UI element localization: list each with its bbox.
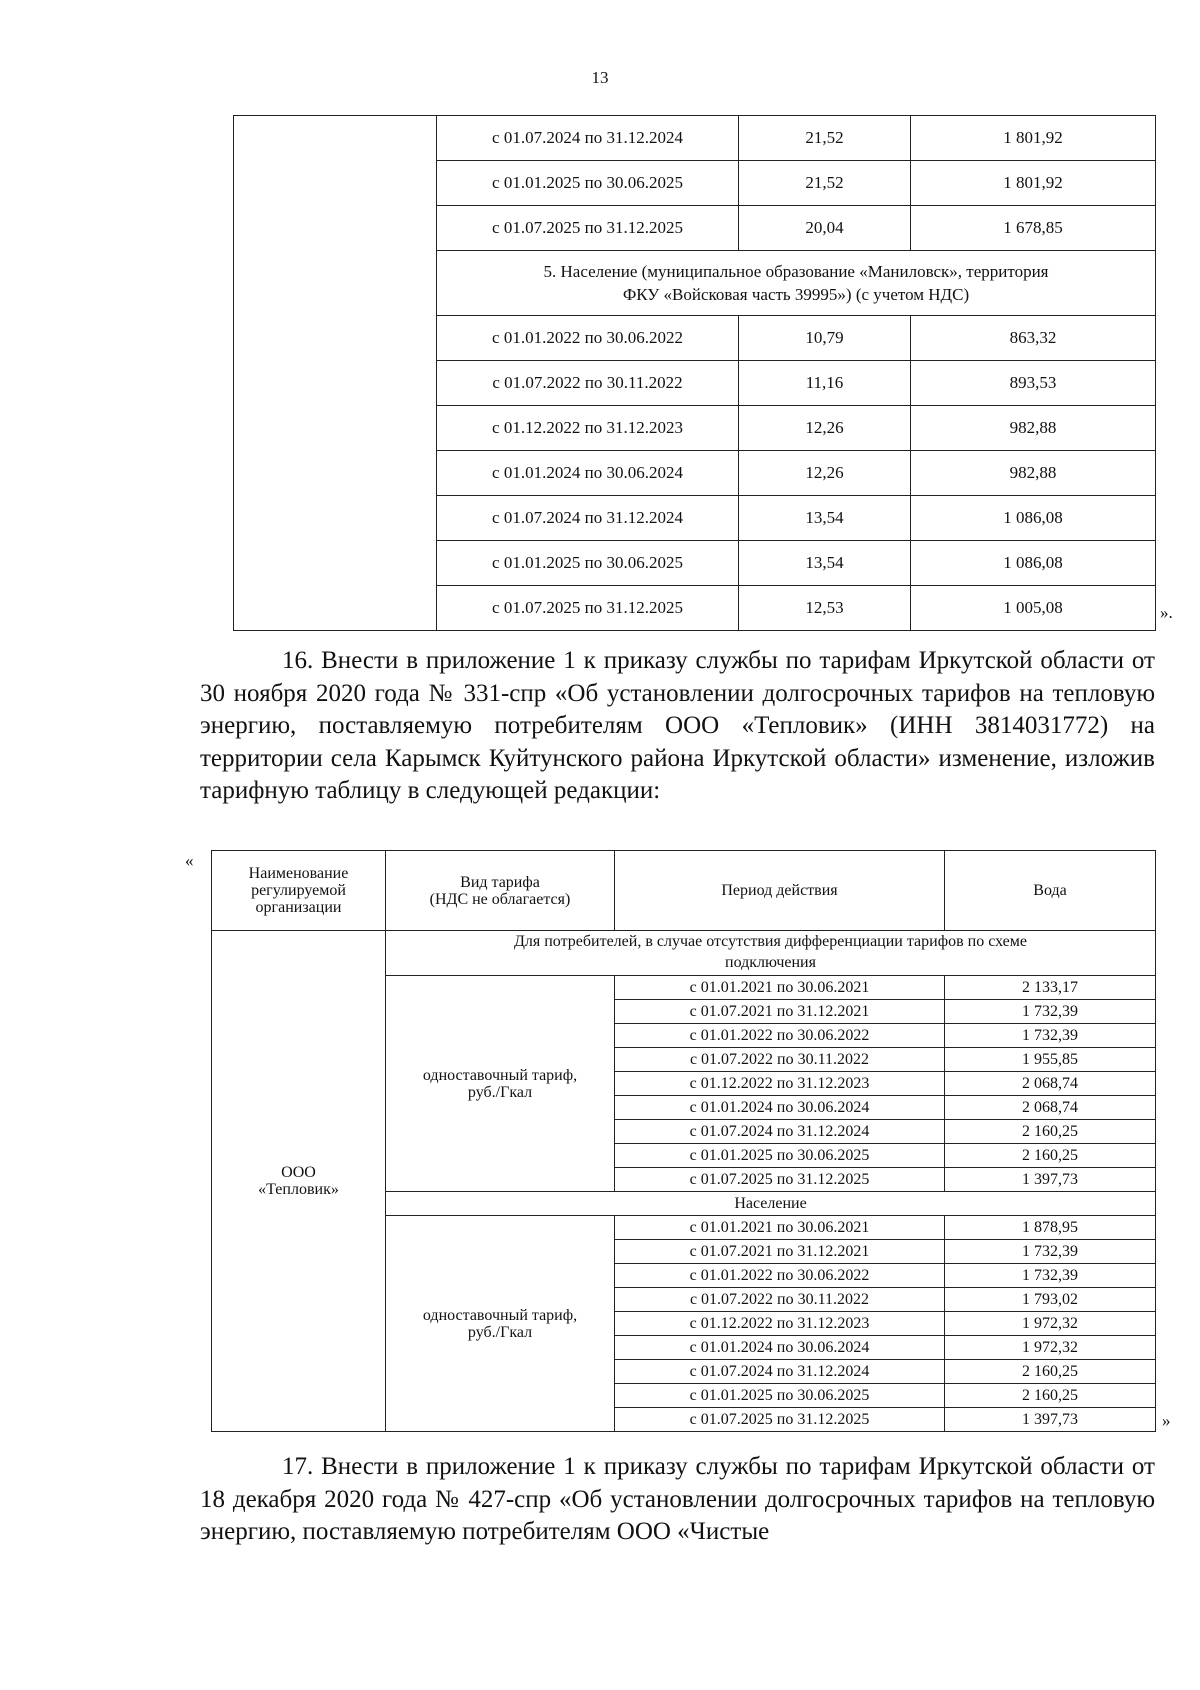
value-cell: 1 678,85 xyxy=(911,206,1156,251)
opening-quote: « xyxy=(185,851,194,870)
tariff-type-line: руб./Гкал xyxy=(467,1083,533,1101)
tariff-type-line: одноставочный тариф, xyxy=(422,1066,578,1084)
period-cell: с 01.07.2025 по 31.12.2025 xyxy=(437,206,739,251)
paragraph-16: 16. Внести в приложение 1 к приказу службы по тарифам Иркутской области от 30 ноября 2020 года № 331-спр «Об установлении долгосрочных тарифов на тепловую энергию, поставляемую потребителям ООО «Тепловик» (ИНН 3814031772) на территории села Карымск Куйтунского района Иркутской области» изменение, изложив тарифную таблицу в следующей редакции: xyxy=(200,647,1155,804)
value-cell: 1 955,85 xyxy=(945,1048,1156,1072)
section-heading-line: Для потребителей, в случае отсутствия дифференциации тарифов по схеме xyxy=(513,933,1028,950)
empty-org-cell xyxy=(234,116,437,631)
value-cell: 863,32 xyxy=(911,316,1156,361)
value-cell: 1 972,32 xyxy=(945,1312,1156,1336)
value-cell: 2 160,25 xyxy=(945,1360,1156,1384)
period-cell: с 01.01.2024 по 30.06.2024 xyxy=(437,451,739,496)
value-cell: 1 732,39 xyxy=(945,1240,1156,1264)
tariff-table-continuation xyxy=(233,115,1156,631)
section-heading-line: подключения xyxy=(725,954,816,971)
header-period: Период действия xyxy=(615,851,945,931)
table-header-row xyxy=(212,851,1156,931)
value-cell: 1 793,02 xyxy=(945,1288,1156,1312)
tariff-type-cell xyxy=(386,976,615,1192)
section-row xyxy=(212,931,1156,976)
header-tariff-type-line: Вид тарифа xyxy=(460,873,540,891)
value-cell: 1 397,73 xyxy=(945,1168,1156,1192)
value-cell: 1 086,08 xyxy=(911,541,1156,586)
value-cell: 12,26 xyxy=(739,451,911,496)
tariff-table-teplovik xyxy=(211,850,1156,1432)
period-cell: с 01.01.2025 по 30.06.2025 xyxy=(615,1144,945,1168)
value-cell: 1 397,73 xyxy=(945,1408,1156,1432)
period-cell: с 01.07.2022 по 30.11.2022 xyxy=(615,1048,945,1072)
period-cell: с 01.01.2022 по 30.06.2022 xyxy=(437,316,739,361)
section-heading xyxy=(386,931,1156,976)
header-tariff-type xyxy=(386,851,615,931)
period-cell: с 01.07.2024 по 31.12.2024 xyxy=(437,496,739,541)
value-cell: 1 878,95 xyxy=(945,1216,1156,1240)
org-name-line: «Тепловик» xyxy=(258,1181,339,1198)
period-cell: с 01.07.2025 по 31.12.2025 xyxy=(615,1168,945,1192)
org-name-line: ООО xyxy=(281,1164,316,1181)
value-cell: 21,52 xyxy=(739,161,911,206)
period-cell: с 01.12.2022 по 31.12.2023 xyxy=(615,1072,945,1096)
value-cell: 982,88 xyxy=(911,451,1156,496)
value-cell: 13,54 xyxy=(739,541,911,586)
value-cell: 12,26 xyxy=(739,406,911,451)
table-row xyxy=(234,116,1156,161)
value-cell: 2 160,25 xyxy=(945,1120,1156,1144)
period-cell: с 01.01.2024 по 30.06.2024 xyxy=(615,1336,945,1360)
value-cell: 2 160,25 xyxy=(945,1144,1156,1168)
value-cell: 1 732,39 xyxy=(945,1264,1156,1288)
period-cell: с 01.07.2024 по 31.12.2024 xyxy=(615,1360,945,1384)
org-name-cell xyxy=(212,931,386,1432)
period-cell: с 01.07.2021 по 31.12.2021 xyxy=(615,1000,945,1024)
period-cell: с 01.07.2025 по 31.12.2025 xyxy=(615,1408,945,1432)
period-cell: с 01.07.2021 по 31.12.2021 xyxy=(615,1240,945,1264)
period-cell: с 01.12.2022 по 31.12.2023 xyxy=(437,406,739,451)
period-cell: с 01.01.2021 по 30.06.2021 xyxy=(615,1216,945,1240)
value-cell: 1 801,92 xyxy=(911,161,1156,206)
value-cell: 1 732,39 xyxy=(945,1000,1156,1024)
value-cell: 11,16 xyxy=(739,361,911,406)
section-heading-line: 5. Население (муниципальное образование «Маниловск», территория xyxy=(543,262,1049,281)
closing-quote: ». xyxy=(1160,603,1173,622)
value-cell: 982,88 xyxy=(911,406,1156,451)
period-cell: с 01.01.2022 по 30.06.2022 xyxy=(615,1264,945,1288)
paragraph-17: 17. Внести в приложение 1 к приказу службы по тарифам Иркутской области от 18 декабря 2020 года № 427-спр «Об установлении долгосрочных тарифов на тепловую энергию, поставляемую потребителям ООО «Чистые xyxy=(200,1453,1155,1545)
value-cell: 1 972,32 xyxy=(945,1336,1156,1360)
tariff-type-cell xyxy=(386,1216,615,1432)
period-cell: с 01.01.2021 по 30.06.2021 xyxy=(615,976,945,1000)
period-cell: с 01.12.2022 по 31.12.2023 xyxy=(615,1312,945,1336)
period-cell: с 01.07.2025 по 31.12.2025 xyxy=(437,586,739,631)
value-cell: 20,04 xyxy=(739,206,911,251)
value-cell: 13,54 xyxy=(739,496,911,541)
period-cell: с 01.07.2024 по 31.12.2024 xyxy=(615,1120,945,1144)
value-cell: 2 068,74 xyxy=(945,1096,1156,1120)
value-cell: 2 068,74 xyxy=(945,1072,1156,1096)
period-cell: с 01.01.2025 по 30.06.2025 xyxy=(437,541,739,586)
section-heading xyxy=(437,251,1156,316)
period-cell: с 01.01.2025 по 30.06.2025 xyxy=(437,161,739,206)
header-tariff-type-line: (НДС не облагается) xyxy=(429,890,571,908)
value-cell: 1 732,39 xyxy=(945,1024,1156,1048)
closing-quote: » xyxy=(1162,1411,1171,1430)
value-cell: 10,79 xyxy=(739,316,911,361)
section-heading: Население xyxy=(386,1192,1156,1216)
value-cell: 1 005,08 xyxy=(911,586,1156,631)
value-cell: 1 801,92 xyxy=(911,116,1156,161)
tariff-type-line: одноставочный тариф, xyxy=(422,1306,578,1324)
period-cell: с 01.01.2024 по 30.06.2024 xyxy=(615,1096,945,1120)
value-cell: 2 133,17 xyxy=(945,976,1156,1000)
period-cell: с 01.01.2022 по 30.06.2022 xyxy=(615,1024,945,1048)
page-number: 13 xyxy=(591,68,609,87)
value-cell: 893,53 xyxy=(911,361,1156,406)
period-cell: с 01.07.2022 по 30.11.2022 xyxy=(615,1288,945,1312)
header-org: Наименование регулируемой организации xyxy=(212,851,386,931)
value-cell: 21,52 xyxy=(739,116,911,161)
value-cell: 1 086,08 xyxy=(911,496,1156,541)
period-cell: с 01.01.2025 по 30.06.2025 xyxy=(615,1384,945,1408)
value-cell: 12,53 xyxy=(739,586,911,631)
tariff-type-line: руб./Гкал xyxy=(467,1323,533,1341)
period-cell: с 01.07.2022 по 30.11.2022 xyxy=(437,361,739,406)
section-heading-line: ФКУ «Войсковая часть 39995») (с учетом НДС) xyxy=(622,285,970,304)
header-water: Вода xyxy=(945,851,1156,931)
period-cell: с 01.07.2024 по 31.12.2024 xyxy=(437,116,739,161)
value-cell: 2 160,25 xyxy=(945,1384,1156,1408)
